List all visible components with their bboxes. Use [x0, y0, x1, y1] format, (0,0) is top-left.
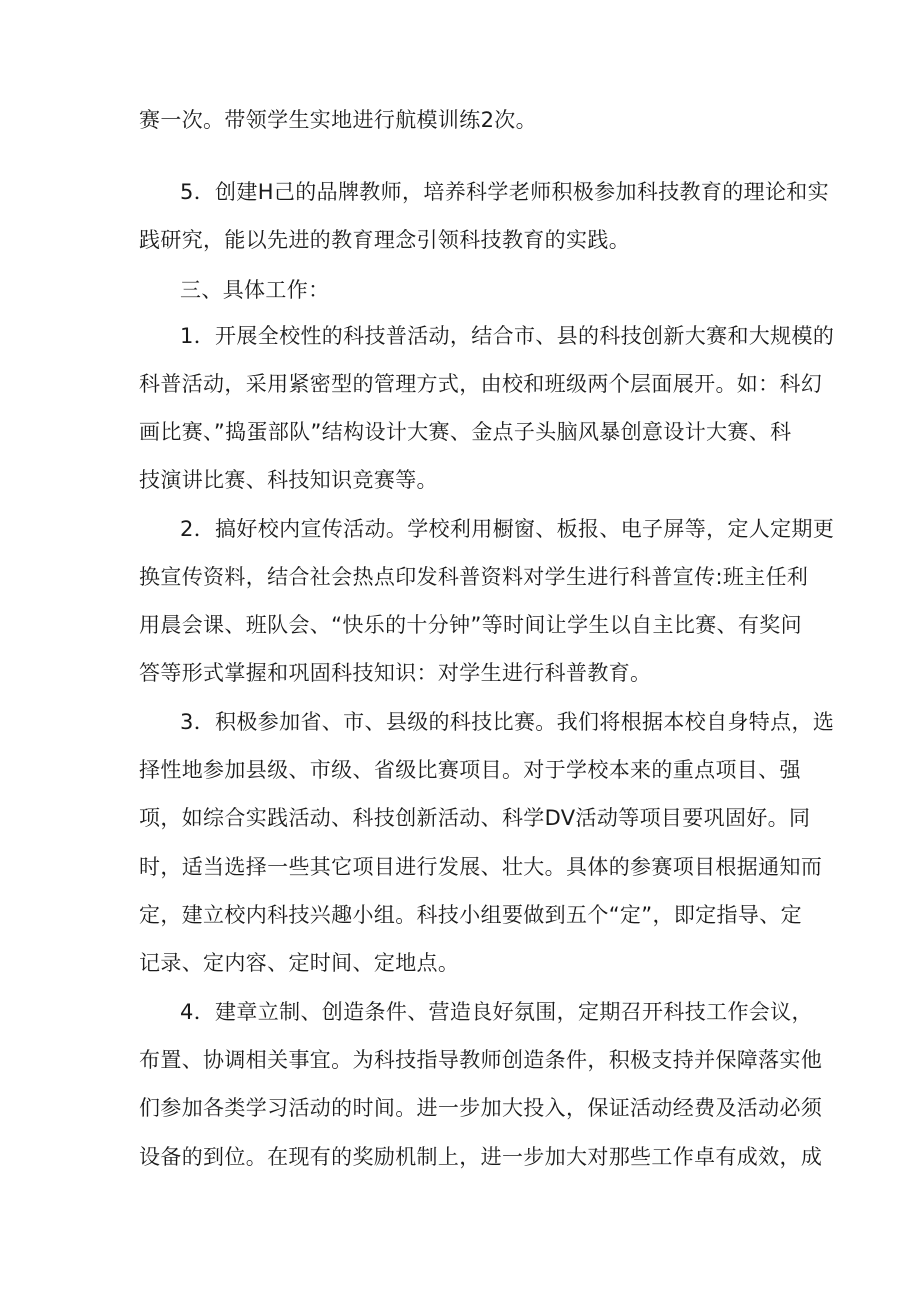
paragraph-2-line-3: 用晨会课、班队会、“快乐的十分钟”等时间让学生以自主比赛、有奖问 — [139, 613, 802, 637]
paragraph-3-line-6: 记录、定内容、定时间、定地点。 — [139, 951, 460, 975]
paragraph-2-line-2: 换宣传资料，结合社会热点印发科普资料对学生进行科普宣传:班主任利 — [139, 565, 809, 589]
paragraph-3-line-4: 时，适当选择一些其它项目进行发展、壮大。具体的参赛项目根据通知而 — [139, 855, 823, 879]
paragraph-4-line-4: 设备的到位。在现有的奖励机制上，进一步加大对那些工作卓有成效，成 — [139, 1145, 823, 1169]
paragraph-3-line-3: 项，如综合实践活动、科技创新活动、科学DV活动等项目要巩固好。同 — [139, 806, 811, 830]
paragraph-2-line-1: 2．搞好校内宣传活动。学校利用橱窗、板报、电子屏等，定人定期更 — [180, 517, 835, 541]
paragraph-4-line-1: 4．建章立制、创造条件、营造良好氛围，定期召开科技工作会议， — [180, 1000, 813, 1024]
paragraph-4-line-3: 们参加各类学习活动的时间。进一步加大投入，保证活动经费及活动必须 — [139, 1096, 823, 1120]
section-heading: 三、具体工作： — [180, 278, 330, 302]
paragraph-5-line-2: 践研究，能以先进的教育理念引领科技教育的实践。 — [139, 228, 631, 252]
paragraph-1-line-4: 技演讲比赛、科技知识竞赛等。 — [139, 468, 438, 492]
text-line: 赛一次。带领学生实地进行航模训练2次。 — [139, 108, 538, 132]
paragraph-3-line-2: 择性地参加县级、市级、省级比赛项目。对于学校本来的重点项目、强 — [139, 758, 801, 782]
paragraph-1-line-1: 1．开展全校性的科技普活动，结合市、县的科技创新大赛和大规模的 — [180, 324, 835, 348]
paragraph-2-line-4: 答等形式掌握和巩固科技知识：对学生进行科普教育。 — [139, 661, 652, 685]
paragraph-1-line-3: 画比赛、”捣蛋部队”结构设计大赛、金点子头脑风暴创意设计大赛、科 — [139, 420, 792, 444]
paragraph-5-line-1: 5．创建H己的品牌教师，培养科学老师积极参加科技教育的理论和实 — [180, 180, 829, 204]
paragraph-3-line-1: 3．积极参加省、市、县级的科技比赛。我们将根据本校自身特点，选 — [180, 710, 835, 734]
paragraph-3-line-5: 定，建立校内科技兴趣小组。科技小组要做到五个“定”，即定指导、定 — [139, 903, 802, 927]
paragraph-1-line-2: 科普活动，采用紧密型的管理方式，由校和班级两个层面展开。如：科幻 — [139, 372, 823, 396]
paragraph-4-line-2: 布置、协调相关事宜。为科技指导教师创造条件，积极支持并保障落实他 — [139, 1048, 823, 1072]
